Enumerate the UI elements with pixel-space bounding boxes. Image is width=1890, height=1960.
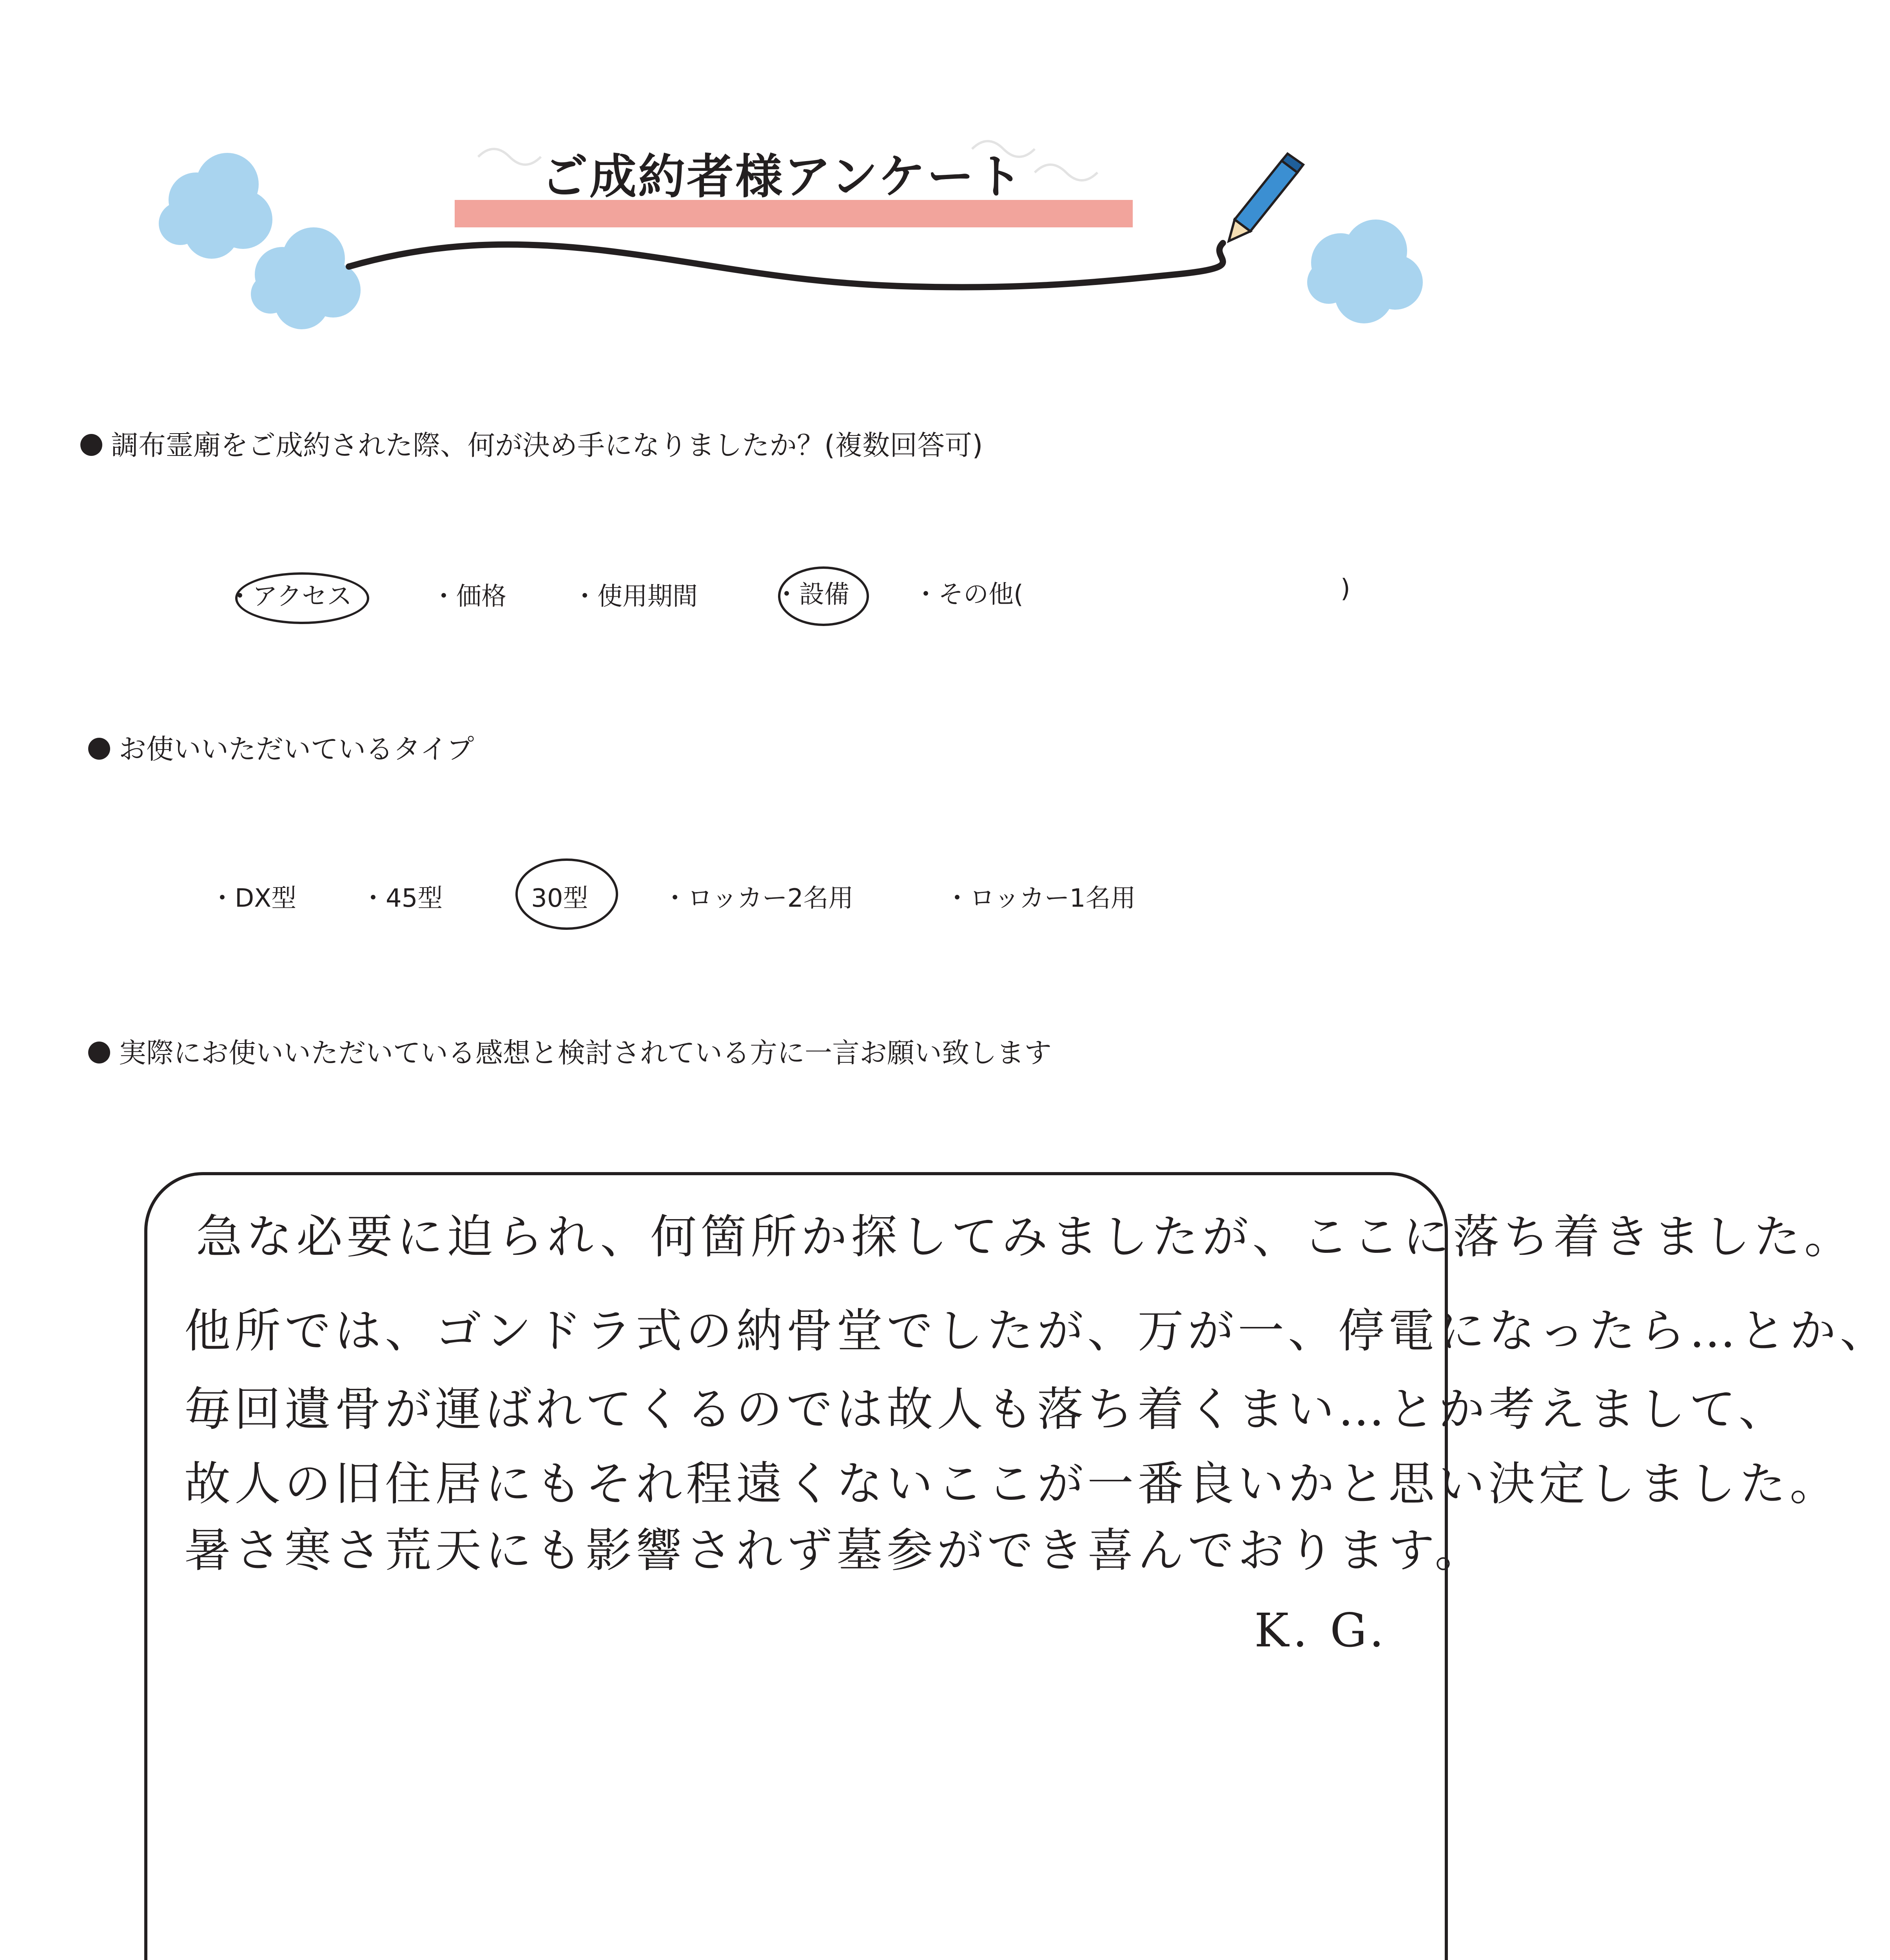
answer-line: 毎回遺骨が運ばれてくるのでは故人も落ち着くまい…とか考えまして、 <box>184 1382 1789 1436</box>
q2-option-30[interactable]: 30型 <box>531 884 588 913</box>
q1-option-other-close: ) <box>1340 574 1350 603</box>
bullet-icon <box>88 738 110 760</box>
q1-option-facility[interactable]: ・設備 <box>774 580 849 609</box>
cloud-icon <box>159 153 272 259</box>
q1-option-price[interactable]: ・価格 <box>431 582 506 611</box>
page-title: ご成約者様アンケート <box>541 150 1024 204</box>
cloud-icon <box>1307 220 1423 323</box>
q2-option-45[interactable]: ・45型 <box>361 884 443 913</box>
q1-option-access[interactable]: ・アクセス <box>227 582 352 611</box>
signature: K. G. <box>1254 1603 1388 1657</box>
question-1-label: 調布霊廟をご成約された際、何が決め手になりましたか？(複数回答可) <box>111 429 983 461</box>
question-2-label: お使いいただいているタイプ <box>119 733 474 765</box>
question-1 <box>80 423 983 463</box>
q1-option-other[interactable]: ・その他( <box>913 580 1023 609</box>
question-3 <box>88 1031 1052 1071</box>
answer-line: 他所では、ゴンドラ式の納骨堂でしたが、万が一、停電になったら…とか、 <box>184 1304 1890 1358</box>
q2-option-locker-2[interactable]: ・ロッカー2名用 <box>662 884 854 913</box>
q1-option-period[interactable]: ・使用期間 <box>572 582 698 611</box>
answer-line: 急な必要に迫られ、何箇所か探してみましたが、ここに落ち着きました。 <box>196 1210 1855 1264</box>
question-2 <box>88 727 474 767</box>
q2-option-dx[interactable]: ・DX型 <box>210 884 297 913</box>
answer-line: 暑さ寒さ荒天にも影響されず墓参ができ喜んでおります。 <box>184 1523 1485 1577</box>
question-3-label: 実際にお使いいただいている感想と検討されている方に一言お願い致します <box>119 1037 1052 1069</box>
pencil-icon <box>1229 154 1303 241</box>
q2-option-locker-1[interactable]: ・ロッカー1名用 <box>945 884 1136 913</box>
wavy-line <box>349 243 1223 287</box>
selection-circle <box>235 572 369 624</box>
bullet-icon <box>80 434 102 456</box>
bullet-icon <box>88 1042 110 1063</box>
selection-circle <box>778 566 869 626</box>
answer-line: 故人の旧住居にもそれ程遠くないここが一番良いかと思い決定しました。 <box>184 1457 1840 1511</box>
cloud-icon <box>251 227 361 329</box>
selection-circle <box>515 858 618 930</box>
